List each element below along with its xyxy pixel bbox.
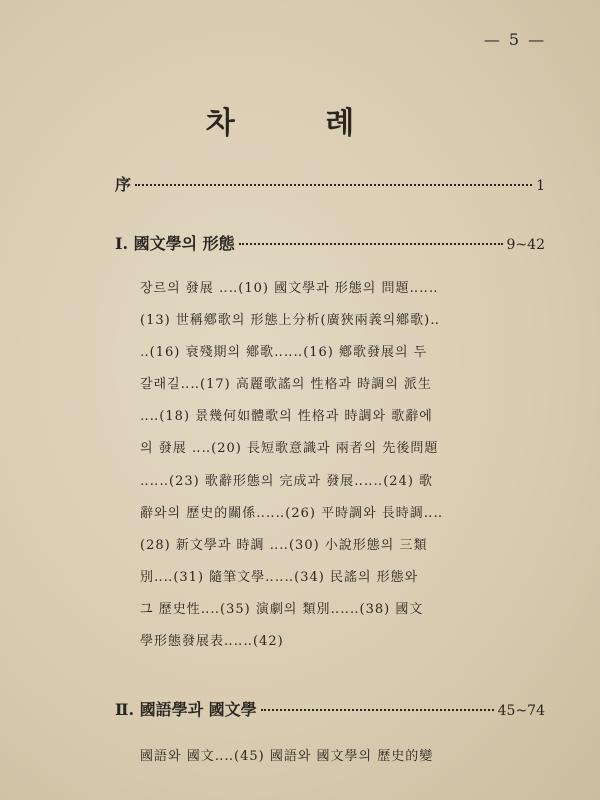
- toc-subentry-line: ‥‥‥(23) 歌辭形態의 完成과 發展‥‥‥(24) 歌: [140, 474, 434, 489]
- dot-leader: [135, 184, 532, 186]
- toc-subentry-line: 의 發展 ‥‥(20) 長短歌意識과 兩者의 先後問題: [140, 441, 439, 456]
- toc-entry-section-2: [115, 697, 545, 720]
- toc-entry-label: Ⅰ. 國文學의 形態: [115, 234, 235, 253]
- dot-leader: [239, 243, 503, 245]
- toc-subentry-line: 그 歷史性‥‥(35) 演劇의 類別‥‥‥(38) 國文: [140, 602, 424, 617]
- toc-subentry-line: 辭와의 歷史的關係‥‥‥(26) 平時調와 長時調‥‥: [140, 506, 444, 521]
- toc-entry-section-1: [115, 231, 545, 254]
- page-number: — 5 —: [483, 30, 547, 49]
- dot-leader: [261, 709, 494, 711]
- toc-subentry-line: ‥(16) 衰殘期의 鄕歌‥‥‥(16) 鄕歌發展의 두: [140, 345, 428, 360]
- toc-entry-preface: [115, 172, 545, 195]
- toc-subentry-line: 別‥‥(31) 隨筆文學‥‥‥(34) 民謠의 形態와: [140, 570, 419, 585]
- toc-subentry-line: 갈래길‥‥(17) 高麗歌謠의 性格과 時調의 派生: [140, 377, 432, 392]
- toc-entry-label: 序: [115, 175, 132, 194]
- toc-subentry-line: 國語와 國文‥‥(45) 國語와 國文學의 歷史的變: [140, 749, 434, 764]
- toc-subentry-line: 장르의 發展 ‥‥(10) 國文學과 形態의 問題‥‥‥: [140, 281, 439, 296]
- page-title: 차 례: [205, 106, 395, 141]
- toc-subentry-line: (28) 新文學과 時調 ‥‥(30) 小說形態의 三類: [140, 538, 428, 553]
- toc-subentry-line: 學形態發展表‥‥‥(42): [140, 634, 284, 649]
- toc-entry-pages: 9~42: [506, 237, 545, 253]
- toc-entry-label: Ⅱ. 國語學과 國文學: [115, 700, 257, 719]
- toc-subentry-line: ‥‥(18) 景幾何如體歌의 性格과 時調와 歌辭에: [140, 409, 433, 424]
- toc-entry-pages: 1: [536, 178, 545, 194]
- toc-entry-pages: 45~74: [497, 703, 545, 719]
- toc-subentry-line: (13) 世稱鄕歌의 形態上分析(廣狹兩義의鄕歌)‥: [140, 313, 440, 328]
